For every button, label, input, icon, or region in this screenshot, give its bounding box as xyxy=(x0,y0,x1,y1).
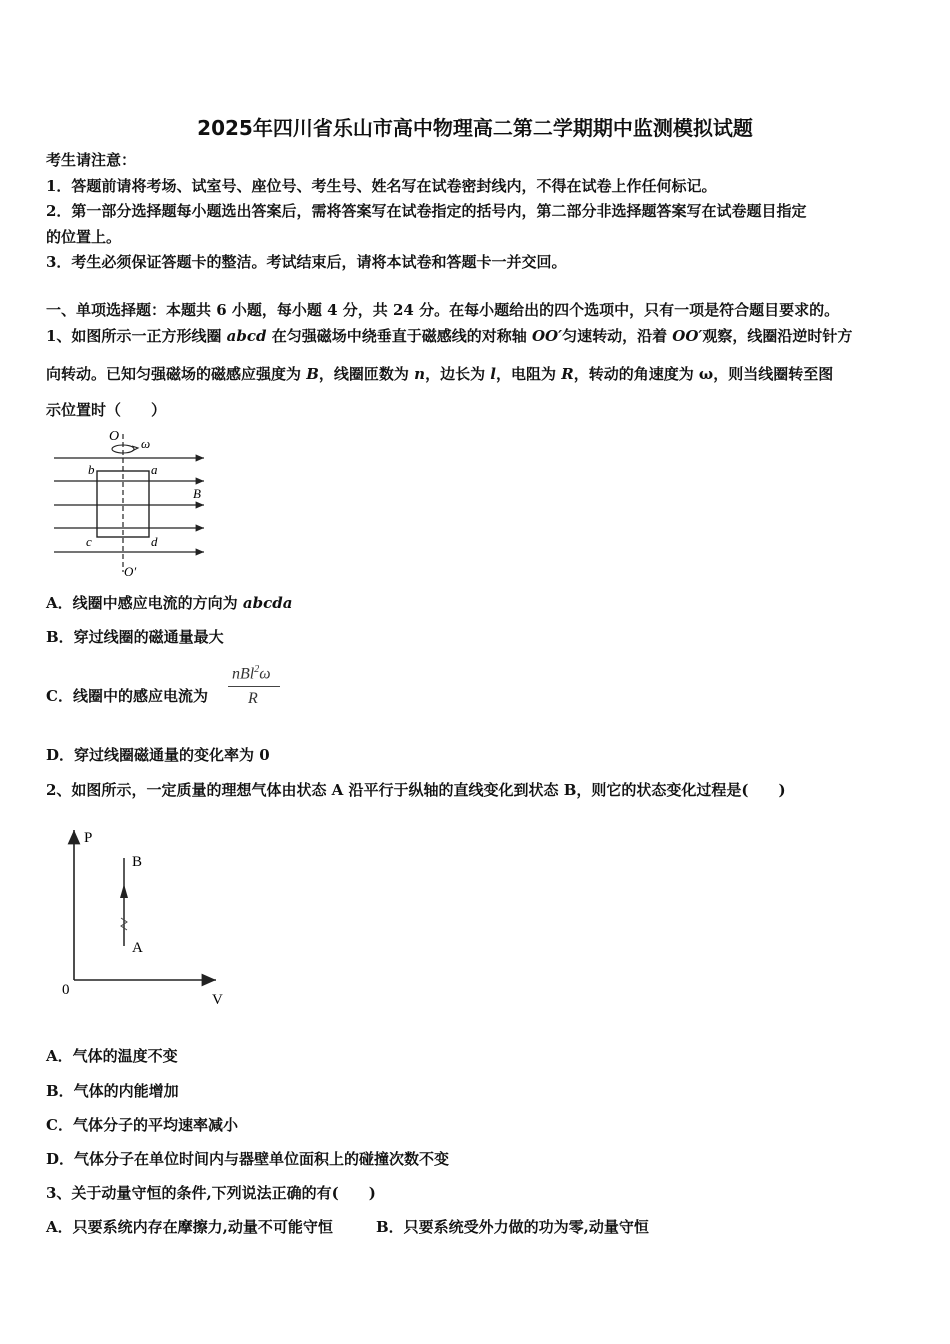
q2-stem: 2、如图所示，一定质量的理想气体由状态 A 沿平行于纵轴的直线变化到状态 B，则它的状态变化过程是( ) xyxy=(46,781,786,799)
q1-option-c: C．线圈中的感应电流为 xyxy=(46,687,208,705)
q2-option-b: B．气体的内能增加 xyxy=(46,1082,179,1100)
label-state-b: B xyxy=(132,854,143,870)
label-state-a: A xyxy=(132,940,143,956)
q1-option-d: D．穿过线圈磁通量的变化率为 0 xyxy=(46,746,270,764)
label-b: b xyxy=(88,462,95,477)
label-axis-bottom: O′ xyxy=(124,564,137,579)
q2-option-d: D．气体分子在单位时间内与器壁单位面积上的碰撞次数不变 xyxy=(46,1150,450,1168)
field-lines xyxy=(54,458,204,552)
current-formula: nBl$^2$ω R xyxy=(228,662,284,716)
q2-option-c: C．气体分子的平均速率减小 xyxy=(46,1116,238,1134)
label-origin: 0 xyxy=(62,982,70,998)
pv-graph xyxy=(50,824,240,1010)
label-c: c xyxy=(86,534,92,549)
notice-item-3: 3．考生必须保证答题卡的整洁。考试结束后，请将本试卷和答题卡一并交回。 xyxy=(46,253,567,271)
q3-stem: 3、关于动量守恒的条件,下列说法正确的有( ) xyxy=(46,1184,376,1202)
notice-item-2: 2．第一部分选择题每小题选出答案后，需将答案写在试卷指定的括号内，第二部分非选择题答案写在试卷题目指定 xyxy=(46,202,807,220)
q1-option-b: B．穿过线圈的磁通量最大 xyxy=(46,628,224,646)
notice-item-2-cont: 的位置上。 xyxy=(46,228,122,246)
section-heading: 一、单项选择题：本题共 6 小题，每小题 4 分，共 24 分。在每小题给出的四个选项中，只有一项是符合题目要求的。 xyxy=(46,301,840,319)
q1-stem-line2: 向转动。已知匀强磁场的磁感应强度为 B，线圈匝数为 n，边长为 l，电阻为 R，转动的角速度为 ω，则当线圈转至图 xyxy=(46,365,834,383)
label-omega: ω xyxy=(141,436,151,451)
q1-stem-line3: 示位置时（ ） xyxy=(46,401,167,419)
label-d: d xyxy=(151,534,158,549)
notice-item-1: 1．答题前请将考场、试室号、座位号、考生号、姓名写在试卷密封线内，不得在试卷上作任何标记。 xyxy=(46,177,717,195)
page-title: 2025年四川省乐山市高中物理高二第二学期期中监测模拟试题 xyxy=(197,116,753,140)
label-a: a xyxy=(151,462,158,477)
label-axis-top: O xyxy=(109,429,120,444)
coil-figure xyxy=(46,426,216,584)
q3-option-b: B．只要系统受外力做的功为零,动量守恒 xyxy=(376,1218,649,1236)
process-arrow-icon xyxy=(120,884,128,898)
q2-option-a: A．气体的温度不变 xyxy=(46,1047,178,1065)
label-field: B xyxy=(193,486,201,501)
q1-stem-line1: 1、如图所示一正方形线圈 abcd 在匀强磁场中绕垂直于磁感线的对称轴 OO′匀速转动，沿着 OO′观察，线圈沿逆时针方 xyxy=(46,327,853,345)
q3-option-a: A．只要系统内存在摩擦力,动量不可能守恒 xyxy=(46,1218,333,1236)
q1-option-a: A．线圈中感应电流的方向为 abcda xyxy=(46,594,293,612)
label-p: P xyxy=(84,830,93,846)
notice-heading: 考生请注意： xyxy=(46,151,137,169)
label-v: V xyxy=(212,992,223,1008)
